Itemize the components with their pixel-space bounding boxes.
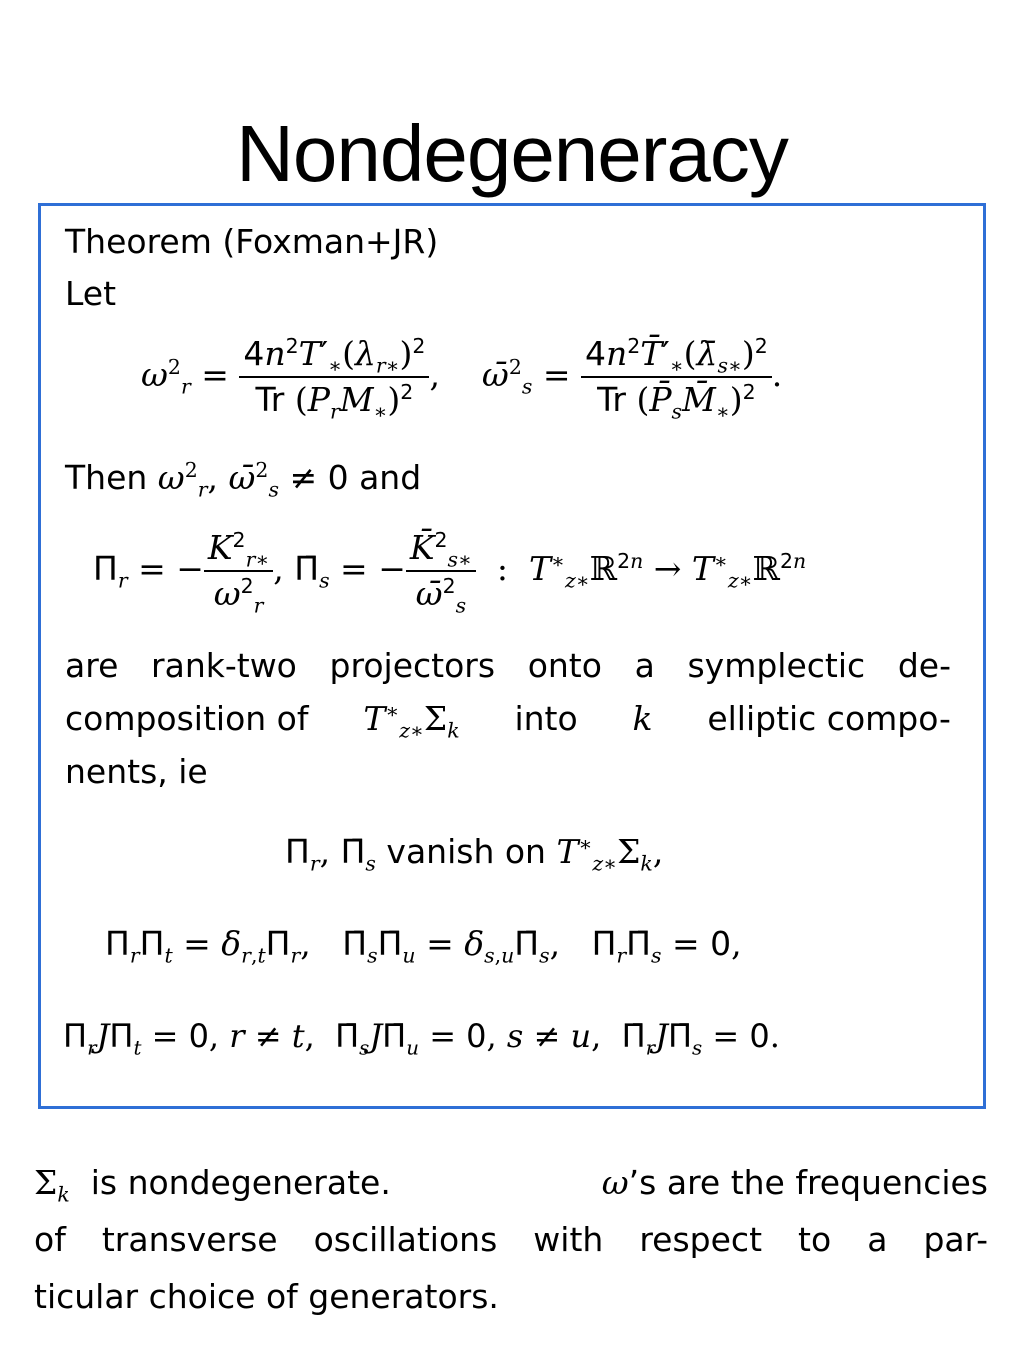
then-line: Then $\omega^2_r$, ω̄$^2_s$ ≠ 0 and	[65, 458, 422, 502]
theorem-heading: Theorem (Foxman+JR)	[65, 222, 439, 261]
omega-bar-fraction: $\frac{4n^2T̄'_∗(\lambdā_{s∗})^2}{Tr (P̄_sM̄_∗)^2}$	[581, 334, 772, 420]
slide-title: Nondegeneracy	[236, 109, 788, 198]
pi-r-fraction: $\frac{K^2_{r∗}}{\omega^2_r}$	[204, 528, 273, 614]
projector-definition-equation: $\Pi_r$ = − $\frac{K^2_{r∗}}{\omega^2_r}$ , $\Pī_s$ = − $\frac{K̄^2_{s∗}}{\omegā^2_s}$ : $T^∗_{z∗}ℝ^{2n}$ → $T^∗_{z∗}ℝ^{2n}$	[93, 528, 807, 618]
omega-definition-equation: $\omega^2_r$ = $\frac{4n^2T'_∗(\lambda_{r∗})^2}{Tr (P_rM_∗)^2}$ , ω̄$^2_s$ = $\frac{4n^2T̄'_∗(\lambdā_{s∗})^2}{Tr (P̄_sM̄_∗)^2}$ .	[141, 334, 783, 424]
projector-text-line-1: are rank-two projectors onto a symplectic de-	[65, 646, 951, 685]
footer-line-3: ticular choice of generators.	[34, 1277, 499, 1316]
footer-line-2: of transverse oscillations with respect to a par-	[34, 1220, 988, 1259]
projector-product-equation: $\Pi_r\Pi_t = \delta_{r,t}\Pi_r$, $\Pī_s\Pī_u$ = $\delta_{s,u}\Pī_s$, $\Pi_r\Pī_s = 0$,	[105, 924, 742, 968]
pi-s-fraction: $\frac{K̄^2_{s∗}}{\omegā^2_s}$	[406, 528, 476, 614]
symplectic-orthogonality-equation: $\Pi_rJ\Pi_t = 0$, r ≠ t, $\Pī_sJ\Pī_u = 0$, s ≠ u, $\Pī_rJ\Pī_s = 0$.	[63, 1017, 780, 1060]
vanish-equation: $\Pi_r$, $\Pī_s$ vanish on $T^∗_{z∗}\Sigma_k$,	[285, 832, 664, 876]
footer-line-1: $\Sigma_k$ is nondegenerate. ω’s are the frequencies	[34, 1163, 988, 1207]
theorem-box	[38, 203, 986, 1109]
projector-text-line-3: nents, ie	[65, 752, 208, 791]
projector-text-line-2: composition of $T^∗_{z∗}\Sigma_k$ into k elliptic compo-	[65, 699, 951, 743]
let-label: Let	[65, 274, 117, 313]
omega-fraction: $\frac{4n^2T'_∗(\lambda_{r∗})^2}{Tr (P_rM_∗)^2}$	[239, 334, 429, 420]
